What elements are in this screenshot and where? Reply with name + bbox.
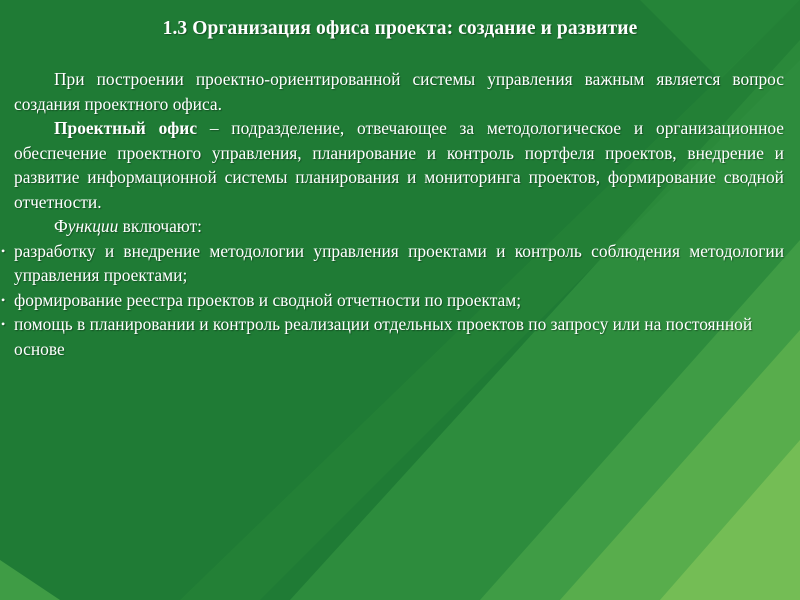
intro-paragraph: При построении проектно-ориентированной системы управления важным является вопрос создания проектного офиса. [14, 69, 784, 114]
list-item-text: формирование реестра проектов и сводной отчетности по проектам; [14, 289, 522, 310]
list-item [1, 312, 784, 361]
definition-term: Проектный офис [54, 118, 198, 138]
functions-list [1, 239, 784, 362]
bullet-icon: • [1, 317, 6, 331]
list-item-text: помощь в планировании и контроль реализации отдельных проектов по запросу или на постоянной основе [14, 314, 753, 359]
bullet-icon: • [1, 292, 6, 307]
list-item [1, 239, 784, 288]
functions-first-letter: Ф [54, 216, 68, 236]
slide-body [1, 67, 785, 361]
list-item-text: разработку и внедрение методологии управления проектами и контроль соблюдения методологии управления проектами; [14, 240, 784, 285]
bullet-icon: • [1, 243, 6, 258]
functions-word: ункции [67, 216, 119, 236]
slide-title: 1.3 Организация офиса проекта: создание и развитие [162, 18, 638, 39]
list-item [1, 288, 784, 313]
definition-paragraph [14, 116, 784, 214]
functions-tail: включают: [118, 216, 203, 236]
functions-intro [14, 214, 784, 239]
definition-text: – подразделение, отвечающее за методологическое и организационное обеспечение проектного управления, планирование и контроль портфеля проектов, внедрение и развитие информационной системы планирования и мониторинга проектов, формирование сводной отчетности. [14, 118, 785, 212]
